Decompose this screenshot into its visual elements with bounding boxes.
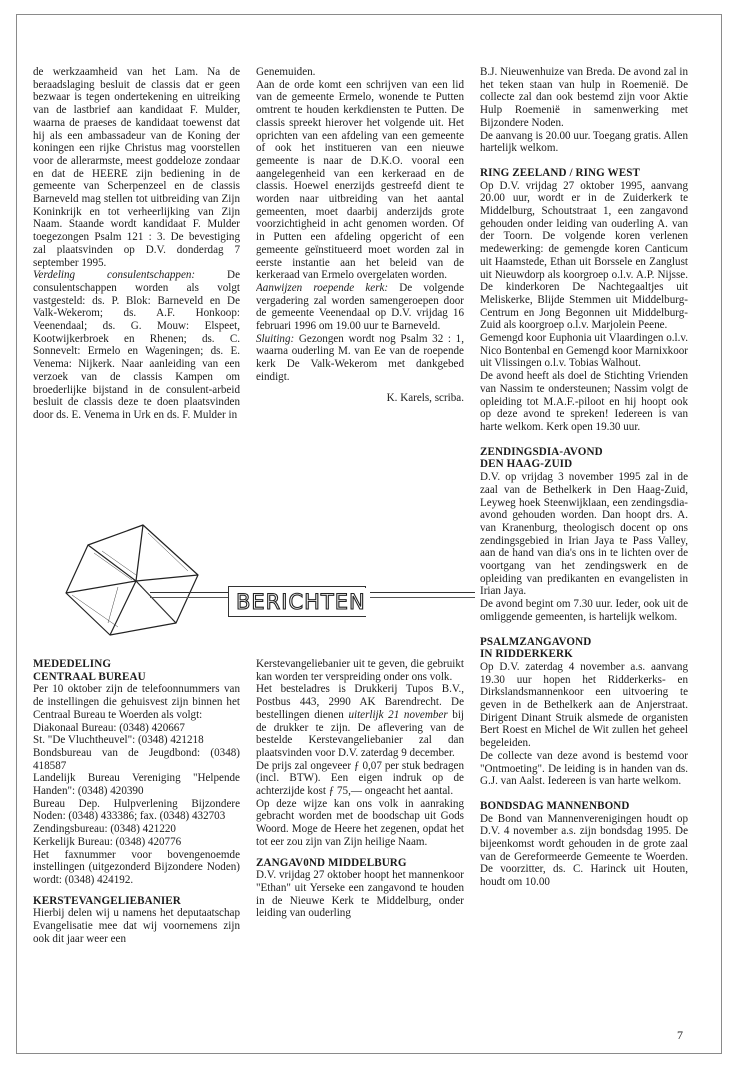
mededeling-intro: Per 10 oktober zijn de telefoonnummers van de instellingen die gehuisvest zijn binnen het Centraal Bureau te Woerden als volgt: <box>33 683 240 721</box>
ring-zeeland-heading: RING ZEELAND / RING WEST <box>480 166 641 179</box>
consulentschappen-paragraph: Verdeling consulentschappen: De consulentschappen worden als volgt vastgesteld: ds. P. Blok: Barneveld en De Valk-Wekerom; ds. A.F. Honkoop: Veenendaal; ds. G. Mouw: Elspeet, Kootwijkerbroek en Rhenen; ds. C. Sonnevelt: Ermelo en Wageningen; ds. E. Venema: Nijkerk. Naar aanleiding van een verzoek van de classis Kampen om broederlijke bijstand in de consulent-arbeid besluit de classis deze te doen plaatsvinden door ds. E. Venema in Urk en ds. F. Mulder in <box>33 269 240 421</box>
column-bottom-middle <box>256 658 464 1028</box>
column-top-left <box>33 66 240 528</box>
kerstevangeliebanier-heading: KERSTEVANGELIEBANIER <box>33 894 181 907</box>
ring-paragraph: Op D.V. vrijdag 27 oktober 1995, aanvang 20.00 uur, wordt er in de Zuiderkerk te Middelburg, Schoutstraat 1, een zangavond gehouden onder leiding van ouderling A. van der Toorn. De volgende koren verlenen medewerking: de gemengde koren Canticum uit Haamstede, Ethan uit Borssele en Zanglust uit Nieuwdorp als koorgroep o.l.v. A.P. Nijsse. De kinderkoren De Nachtegaaltjes uit Meliskerke, Blijde Stemmen uit Middelburg-Centrum en Jong Begonnen uit Middelburg-Zuid als koorgroep o.l.v. Marjolein Peene. <box>480 179 688 332</box>
prijs-paragraph: De prijs zal ongeveer ƒ 0,07 per stuk bedragen (incl. BTW). Een eigen indruk op de achterzijde kost ƒ 75,— ongeacht het aantal. <box>256 759 464 798</box>
bondsdag-paragraph: De Bond van Mannenverenigingen houdt op D.V. 4 november a.s. zijn bondsdag 1995. De bijeenkomst wordt gehouden in de grote zaal van de Gereformeerde Gemeente te Woerden. De voorzitter, ds. C. Harinck uit Houten, houdt om 10.00 <box>480 812 688 889</box>
roemenie-paragraph: B.J. Nieuwenhuize van Breda. De avond zal in het teken staan van hulp in Roemenië. De collecte zal dan ook bestemd zijn voor Aktie Hulp Roemenië in samenwerking met Bijzondere Noden. <box>480 66 688 129</box>
psalm-paragraph-collecte: De collecte van deze avond is bestemd voor "Ontmoeting". De leiding is in handen van ds. G.J. van Aalst. Iedereen is van harte welkom. <box>480 749 688 788</box>
ring-paragraph-koren: Gemengd koor Euphonia uit Vlaardingen o.l.v. Nico Bontenbal en Gemengd koor Marnixkoor uit Vlissingen o.l.v. Tobias Walhout. <box>480 332 688 370</box>
phone-line: Diakonaal Bureau: (0348) 420667 <box>33 721 185 734</box>
phone-line: Bureau Dep. Hulpverlening Bijzondere Noden: (0348) 433386; fax. (0348) 432703 <box>33 797 240 823</box>
ring-paragraph-nassim: De avond heeft als doel de Stichting Vrienden van Nassim te ondersteunen; Nassim volgt de opleiding tot M.A.F.-piloot en hij hoopt ook op deze avond te spreken! Iedereen is van harte welkom. Kerk open 19.30 uur. <box>480 370 688 433</box>
phone-line: St. "De Vluchtheuvel": (0348) 421218 <box>33 734 204 747</box>
zendingsdia-heading: ZENDINGSDIA-AVOND <box>480 445 603 458</box>
kerstevangelie-intro: Hierbij delen wij u namens het deputaatschap Evangelisatie mee dat wij voornemens zijn ook dit jaar weer een <box>33 907 240 945</box>
ermelo-paragraph: Aan de orde komt een schrijven van een lid van de gemeente Ermelo, wonende te Putten omtrent te houden kerkdiensten te Putten. De classis spreekt hierover het volgende uit. Het oprichten van een afdeling van een gemeente of ook het institueren van een nieuwe gemeente is naar de D.K.O. vooral een aangelegenheid van een kerkeraad en de classis. Hoewel enerzijds gestreefd dient te worden naar uitbreiding van het aantal gemeenten, moet daarbij anderzijds grote voorzichtigheid in acht genomen worden. Of in Putten een afdeling opgericht of een gemeente geïnstitueerd moet worden zal in eerste instantie aan het beleid van de kerkeraad van Ermelo overgelaten worden. <box>256 78 464 282</box>
in-ridderkerk-heading: IN RIDDERKERK <box>480 648 573 661</box>
column-bottom-left <box>33 658 240 1028</box>
zangavond-middelburg-heading: ZANGAV0ND MIDDELBURG <box>256 856 407 869</box>
phone-line: Kerkelijk Bureau: (0348) 420776 <box>33 835 182 848</box>
fax-line: Het faxnummer voor bovengenoemde instellingen (uitgezonderd Bijzondere Noden) wordt: (0348) 424192. <box>33 848 240 886</box>
besteladres-paragraph: Het besteladres is Drukkerij Tupos B.V., Postbus 443, 2990 AK Barendrecht. De bestellingen dienen uiterlijk 21 november bij de drukker te zijn. De aflevering van de bestelde Kerstevangeliebanier zal dan plaatsvinden voor D.V. zaterdag 9 december. <box>256 683 464 759</box>
roepende-kerk-paragraph: Aanwijzen roepende kerk: De volgende vergadering zal worden samengeroepen door de gemeente Veenendaal op D.V. vrijdag 16 februari 1996 om 19.00 uur te Barneveld. <box>256 281 464 333</box>
page-number: 7 <box>677 1028 683 1042</box>
genemuiden-text: Genemuiden. <box>256 66 316 78</box>
sluiting-paragraph: Sluiting: Gezongen wordt nog Psalm 32 : 1, waarna ouderling M. van Ee van de roepende kerk De Valk-Wekerom met dankgebed eindigt. <box>256 332 464 383</box>
mededeling-heading: MEDEDELING <box>33 658 112 670</box>
phone-line: Landelijk Bureau Vereniging "Helpende Handen": (0348) 420390 <box>33 772 240 798</box>
psalm-paragraph: Op D.V. zaterdag 4 november a.s. aanvang 19.30 uur hopen het Ridderkerks- en Dirkslandsmannenkoor een uitvoering te geven in de Bethelkerk aan de Anjerstraat. Dirigent Dinant Struik alsmede de organisten Bert Roest en Michel de Wit zullen het geheel begeleiden. <box>480 660 688 750</box>
berichten-paper-illustration <box>48 523 468 641</box>
kerstevangelie-continued: Kerstevangeliebanier uit te geven, die gebruikt kan worden ter verspreiding onder ons volk. <box>256 658 464 683</box>
bondsdag-heading: BONDSDAG MANNENBOND <box>480 799 630 812</box>
den-haag-zuid-heading: DEN HAAG-ZUID <box>480 458 573 471</box>
italic-lead: Verdeling consulentschappen: <box>33 269 196 282</box>
classis-report-paragraph: de werkzaamheid van het Lam. Na de beraadslaging besluit de classis dat er geen bezwaar is tegen ondertekening en uitreiking van de lastbrief aan kandidaat F. Mulder, waarna de praeses de kandidaat toewenst dat hij als een ambassadeur van de Koning der koningen een rijke Christus mag voorstellen voor de allerarmste, meest goddeloze zondaar en dat de HEERE zijn bediening in de gemeente van Scherpenzeel en de classis Barneveld mag stellen tot uitbreiding van Zijn Koninkrijk en tot verheerlijking van Zijn Naam. Staande wordt kandidaat F. Mulder toegezongen Psalm 121 : 3. De bevestiging zal plaatsvinden op D.V. donderdag 7 september 1995. <box>33 66 240 269</box>
phone-line: Bondsbureau van de Jeugdbond: (0348) 418587 <box>33 746 240 772</box>
zending-paragraph: D.V. op vrijdag 3 november 1995 zal in de zaal van de Bethelkerk in Den Haag-Zuid, Leyweg hoek Steenwijklaan, een zendingsdia-avond gehouden worden. Dan hoopt drs. A. van Kranenburg, theologisch docent op ons zendingsgebied in Irian Jaya te Pass Valley, aan de hand van dia's ons in te lichten over de voortgang van het zendingswerk en de opleiding van predikanten en evangelisten in Irian Jaya. <box>480 471 688 598</box>
berichten-title: BERICHTEN <box>232 588 370 616</box>
zangavond-paragraph: D.V. vrijdag 27 oktober hoopt het mannenkoor "Ethan" uit Yerseke een zangavond te houden in de Nieuwe Kerk te Middelburg, onder leiding van ouderling <box>256 869 464 920</box>
psalmzangavond-heading: PSALMZANGAVOND <box>480 635 592 648</box>
boodschap-paragraph: Op deze wijze kan ons volk in aanraking gebracht worden met de boodschap uit Gods Woord. Moge de Heere het zegenen, opdat het tot eer zou zijn van Zijn heilige Naam. <box>256 797 464 848</box>
zending-paragraph-welkom: De avond begint om 7.30 uur. Ieder, ook uit de omliggende gemeenten, is hartelijk welkom. <box>480 598 688 623</box>
phone-line: Zendingsbureau: (0348) 421220 <box>33 823 176 836</box>
column-right <box>480 66 688 1028</box>
aanvang-paragraph: De aanvang is 20.00 uur. Toegang gratis. Allen hartelijk welkom. <box>480 129 688 155</box>
scriba-signature: K. Karels, scriba. <box>386 391 464 404</box>
centraal-bureau-heading: CENTRAAL BUREAU <box>33 670 146 683</box>
column-top-middle <box>256 66 464 528</box>
